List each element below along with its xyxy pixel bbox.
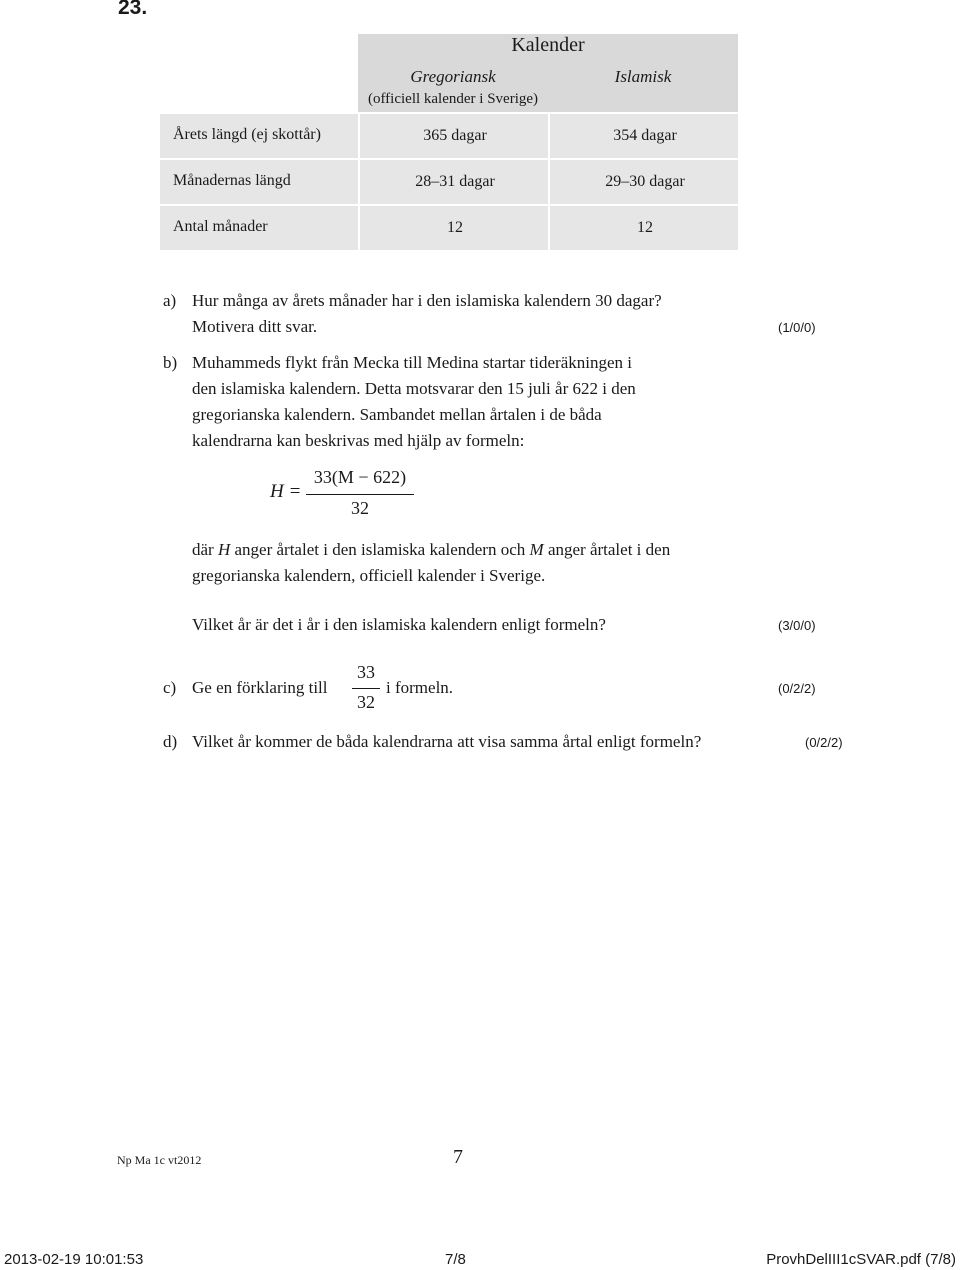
cell-islamic: 29–30 dagar bbox=[548, 160, 740, 204]
part-c-points: (0/2/2) bbox=[778, 681, 816, 696]
part-b-line2: den islamiska kalendern. Detta motsvarar den 15 juli år 622 i den bbox=[192, 379, 636, 398]
formula-fraction-bar bbox=[306, 494, 414, 495]
print-pages: 7/8 bbox=[445, 1251, 466, 1268]
header-gregorian: Gregoriansk bbox=[410, 67, 496, 86]
table-title: Kalender bbox=[511, 34, 585, 56]
question-number: 23. bbox=[118, 0, 148, 19]
part-b-points: (3/0/0) bbox=[778, 618, 816, 633]
part-a-line1: Hur många av årets månader har i den islamiska kalendern 30 dagar? bbox=[192, 291, 662, 310]
part-b-label: b) bbox=[163, 353, 178, 372]
print-filename: ProvhDelIII1cSVAR.pdf (7/8) bbox=[766, 1251, 956, 1268]
cell-gregorian: 365 dagar bbox=[358, 114, 550, 158]
part-b-where-line1 bbox=[192, 537, 670, 563]
where-var-m: M bbox=[529, 540, 544, 559]
part-b-question: Vilket år är det i år i den islamiska kalendern enligt formeln? bbox=[192, 615, 606, 634]
part-b-line1: Muhammeds flykt från Mecka till Medina startar tideräkningen i bbox=[192, 353, 632, 372]
where-text: anger årtalet i den islamiska kalendern och bbox=[230, 540, 530, 559]
row-label: Månadernas längd bbox=[173, 172, 291, 189]
part-b-where-line2: gregorianska kalendern, officiell kalender i Sverige. bbox=[192, 566, 546, 585]
footer-exam: Np Ma 1c vt2012 bbox=[117, 1153, 202, 1167]
table-header bbox=[358, 34, 738, 112]
print-datetime: 2013-02-19 10:01:53 bbox=[4, 1251, 144, 1268]
formula-lhs: H = bbox=[270, 481, 302, 502]
cell-gregorian: 28–31 dagar bbox=[358, 160, 550, 204]
part-c-text-before: Ge en förklaring till bbox=[192, 678, 328, 697]
cell-gregorian: 12 bbox=[358, 206, 550, 250]
part-c-frac-bar bbox=[352, 688, 380, 689]
footer-page-number: 7 bbox=[453, 1146, 463, 1168]
part-a-label: a) bbox=[163, 291, 177, 310]
table-row bbox=[160, 204, 738, 250]
part-c-frac-num: 33 bbox=[357, 662, 375, 682]
table-row bbox=[160, 112, 738, 158]
row-label: Antal månader bbox=[173, 218, 268, 235]
part-b-line3: gregorianska kalendern. Sambandet mellan årtalen i de båda bbox=[192, 405, 602, 424]
part-d-label: d) bbox=[163, 732, 178, 751]
table-row bbox=[160, 158, 738, 204]
header-islamic: Islamisk bbox=[614, 67, 672, 86]
formula-denominator: 32 bbox=[351, 498, 369, 518]
row-label: Årets längd (ej skottår) bbox=[173, 126, 321, 143]
cell-islamic: 354 dagar bbox=[548, 114, 740, 158]
part-d-points: (0/2/2) bbox=[805, 735, 843, 750]
where-var-h: H bbox=[217, 540, 231, 559]
part-c-text-after: i formeln. bbox=[386, 678, 454, 697]
formula-numerator: 33(M − 622) bbox=[313, 467, 407, 487]
where-text: där bbox=[192, 540, 218, 559]
header-gregorian-note: (officiell kalender i Sverige) bbox=[367, 91, 539, 107]
part-c-label: c) bbox=[163, 678, 177, 697]
where-text: anger årtalet i den bbox=[543, 540, 671, 559]
part-c-frac-den: 32 bbox=[357, 692, 375, 712]
part-a-line2: Motivera ditt svar. bbox=[192, 317, 318, 336]
part-b-line4: kalendrarna kan beskrivas med hjälp av formeln: bbox=[192, 431, 525, 450]
cell-islamic: 12 bbox=[548, 206, 740, 250]
part-d-text: Vilket år kommer de båda kalendrarna att visa samma årtal enligt formeln? bbox=[192, 732, 702, 751]
part-a-points: (1/0/0) bbox=[778, 320, 816, 335]
